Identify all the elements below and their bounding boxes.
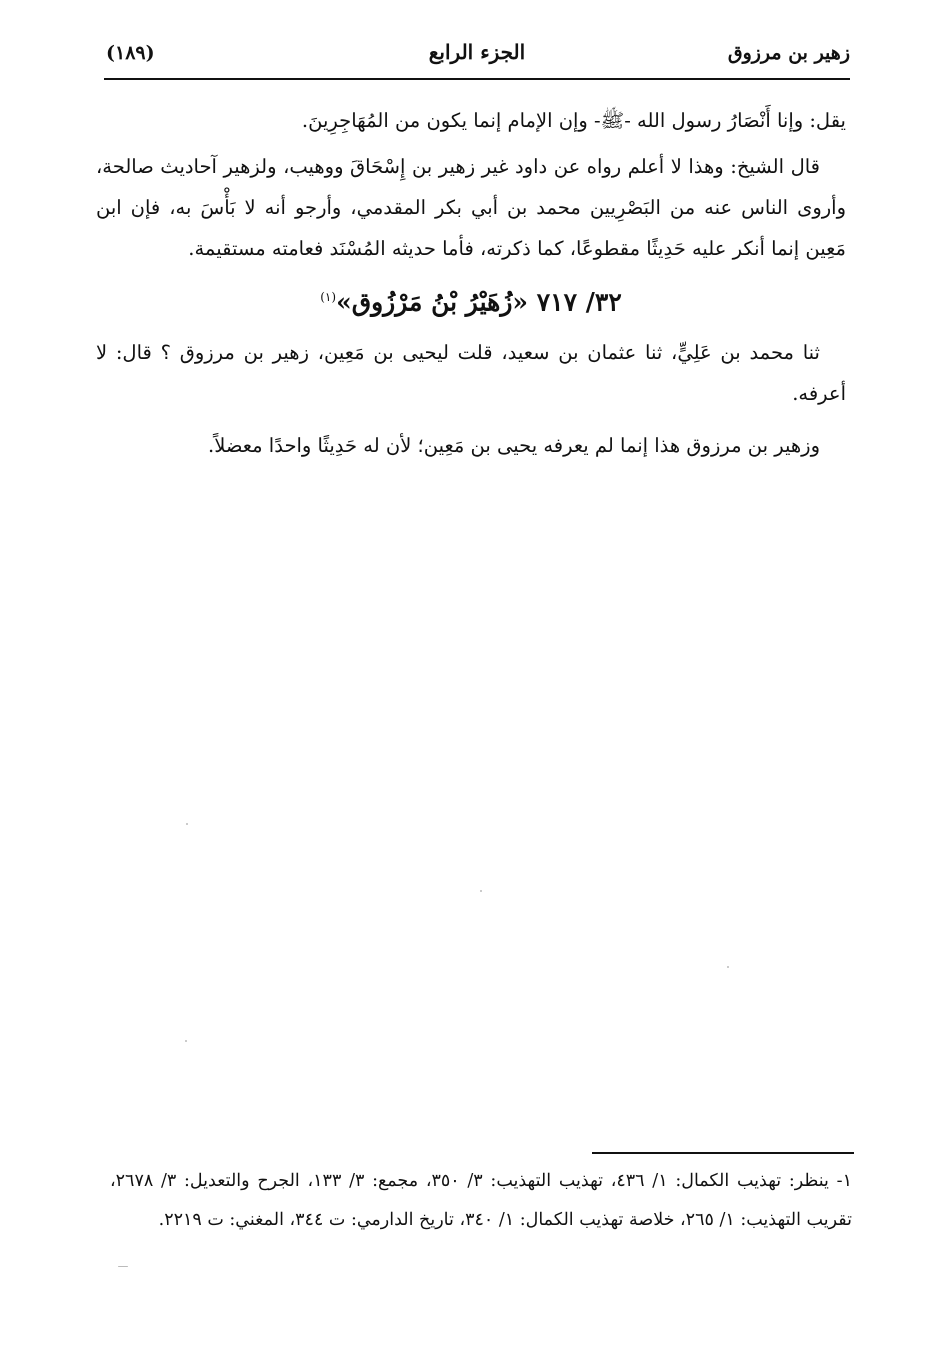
footnote-divider xyxy=(592,1152,854,1154)
paragraph-conclusion: وزهير بن مرزوق هذا إنما لم يعرفه يحيى بن مَعِين؛ لأن له حَدِيثًا واحدًا معضلاً. xyxy=(208,434,820,458)
entry-heading xyxy=(96,277,846,322)
entry-number: ٣٢/ ٧١٧ xyxy=(536,287,622,317)
paragraph-sheikh-comment: قال الشيخ: وهذا لا أعلم رواه عن داود غير زهير بن إِسْحَاقَ ووهيب، ولزهير آحاديث صالحة، وأروى الناس عنه من البَصْرِيين محمد بن أبي بكر المقدمي، وأرجو أنه لا بَأْسَ به، فإن ابن مَعِين إنما أنكر عليه حَدِيثًا مقطوعًا، كما ذكرته، فأما حديثه المُسْنَد فعامته مستقيمة. xyxy=(96,155,846,260)
header-volume-title: الجزء الرابع xyxy=(428,40,526,64)
footnote-marker: (١) xyxy=(320,290,337,304)
header-chapter-title: زهير بن مرزوق xyxy=(727,42,850,64)
paragraph-narration: ثنا محمد بن عَلِيٍّ، ثنا عثمان بن سعيد، قلت ليحيى بن مَعِين، زهير بن مرزوق ؟ قال: لا أعرفه. xyxy=(96,341,846,406)
footnote-text: ١- ينظر: تهذيب الكمال: ١/ ٤٣٦، تهذيب التهذيب: ٣/ ٣٥٠، مجمع: ٣/ ١٣٣، الجرح والتعديل: ٣/ ٢٦٧٨، تقريب التهذيب: ١/ ٢٦٥، خلاصة تهذيب الكمال: ١/ ٣٤٠، تاريخ الدارمي: ت ٣٤٤، المغني: ت ٢٢١٩. xyxy=(110,1171,852,1230)
paragraph-quote-end: يقل: وإنا أَنْصَارُ رسول الله -ﷺ- وإن الإمام إنما يكون من المُهَاجِرِينَ. xyxy=(301,109,846,132)
page-number: (١٨٩) xyxy=(106,42,155,64)
running-header xyxy=(104,38,850,80)
main-text xyxy=(96,100,846,471)
entry-name: «زُهَيْرُ بْنُ مَرْزُوق» xyxy=(336,287,529,317)
